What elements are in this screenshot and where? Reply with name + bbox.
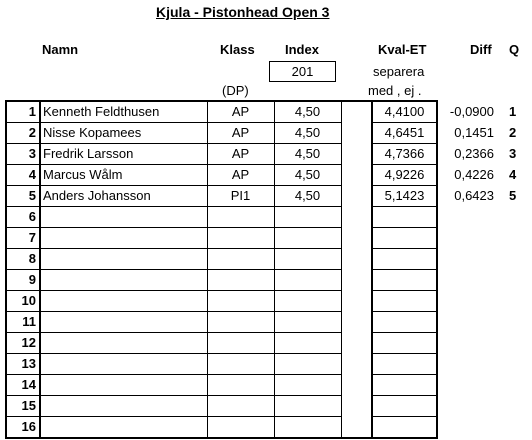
q-value: 5 (509, 188, 517, 203)
kval-cell[interactable] (372, 375, 437, 396)
table-row (6, 354, 437, 375)
header-klass: Klass (220, 42, 255, 57)
table-row (6, 123, 437, 144)
table-row (6, 249, 437, 270)
row-number[interactable]: 12 (6, 333, 40, 354)
name-cell[interactable] (40, 354, 207, 375)
klass-cell[interactable]: AP (207, 165, 274, 186)
diff-value: 0,1451 (454, 125, 494, 140)
name-cell[interactable]: Fredrik Larsson (40, 144, 207, 165)
diff-value: 0,6423 (454, 188, 494, 203)
header-diff: Diff (470, 42, 492, 57)
row-number[interactable]: 6 (6, 207, 40, 228)
index-cell[interactable] (274, 354, 341, 375)
table-row (6, 333, 437, 354)
spacer-cell (341, 228, 372, 249)
q-value: 4 (509, 167, 517, 182)
name-cell[interactable]: Anders Johansson (40, 186, 207, 207)
table-row (6, 396, 437, 417)
index-cell[interactable] (274, 396, 341, 417)
header-namn: Namn (42, 42, 79, 57)
kval-cell[interactable] (372, 228, 437, 249)
kval-cell[interactable]: 4,6451 (372, 123, 437, 144)
kval-note-line-2: med , ej . (368, 83, 422, 98)
klass-cell[interactable] (207, 333, 274, 354)
name-cell[interactable] (40, 249, 207, 270)
name-cell[interactable] (40, 270, 207, 291)
spacer-cell (341, 101, 372, 123)
table-row (6, 375, 437, 396)
table-row (6, 270, 437, 291)
klass-cell[interactable] (207, 270, 274, 291)
table-row (6, 228, 437, 249)
kval-cell[interactable] (372, 270, 437, 291)
diff-value: 0,2366 (454, 146, 494, 161)
spacer-cell (341, 144, 372, 165)
table-row (6, 144, 437, 165)
row-number[interactable]: 3 (6, 144, 40, 165)
index-cell[interactable]: 4,50 (274, 123, 341, 144)
q-value: 1 (509, 104, 517, 119)
klass-cell[interactable] (207, 354, 274, 375)
kval-cell[interactable] (372, 396, 437, 417)
klass-cell[interactable] (207, 291, 274, 312)
table-row (6, 417, 437, 439)
diff-value: -0,0900 (449, 104, 494, 119)
kval-cell[interactable] (372, 291, 437, 312)
row-number[interactable]: 10 (6, 291, 40, 312)
spacer-cell (341, 333, 372, 354)
header-kval-et: Kval-ET (378, 42, 427, 57)
header-index: Index (285, 42, 319, 57)
klass-cell[interactable] (207, 312, 274, 333)
index-cell[interactable] (274, 270, 341, 291)
index-input-cell[interactable] (269, 61, 336, 82)
kval-cell[interactable]: 4,4100 (372, 101, 437, 123)
name-cell[interactable] (40, 207, 207, 228)
spacer-cell (341, 312, 372, 333)
kval-cell[interactable] (372, 249, 437, 270)
spacer-cell (341, 396, 372, 417)
spacer-cell (341, 270, 372, 291)
table-row (6, 207, 437, 228)
kval-cell[interactable] (372, 417, 437, 439)
name-cell[interactable] (40, 396, 207, 417)
klass-cell[interactable] (207, 375, 274, 396)
klass-cell[interactable] (207, 396, 274, 417)
spacer-cell (341, 375, 372, 396)
spacer-cell (341, 165, 372, 186)
name-cell[interactable]: Marcus Wålm (40, 165, 207, 186)
name-cell[interactable] (40, 417, 207, 439)
klass-cell[interactable] (207, 417, 274, 439)
kval-cell[interactable]: 5,1423 (372, 186, 437, 207)
kval-cell[interactable]: 4,7366 (372, 144, 437, 165)
name-cell[interactable] (40, 291, 207, 312)
table-row (6, 186, 437, 207)
kval-cell[interactable]: 4,9226 (372, 165, 437, 186)
sheet-title: Kjula - Pistonhead Open 3 (156, 4, 330, 20)
table-row (6, 165, 437, 186)
index-cell[interactable]: 4,50 (274, 144, 341, 165)
row-number[interactable]: 15 (6, 396, 40, 417)
row-number[interactable]: 8 (6, 249, 40, 270)
index-cell[interactable] (274, 207, 341, 228)
name-cell[interactable]: Nisse Kopamees (40, 123, 207, 144)
header-q: Q (509, 42, 520, 57)
row-number[interactable]: 9 (6, 270, 40, 291)
index-cell[interactable] (274, 312, 341, 333)
row-number[interactable]: 7 (6, 228, 40, 249)
kval-cell[interactable] (372, 312, 437, 333)
klass-cell[interactable] (207, 249, 274, 270)
klass-cell[interactable] (207, 207, 274, 228)
index-cell[interactable] (274, 291, 341, 312)
q-value: 2 (509, 125, 517, 140)
kval-cell[interactable] (372, 354, 437, 375)
klass-cell[interactable] (207, 228, 274, 249)
row-number[interactable]: 4 (6, 165, 40, 186)
klass-cell[interactable]: AP (207, 123, 274, 144)
results-table (5, 100, 438, 439)
name-cell[interactable] (40, 228, 207, 249)
row-number[interactable]: 13 (6, 354, 40, 375)
diff-value: 0,4226 (454, 167, 494, 182)
spacer-cell (341, 417, 372, 439)
name-cell[interactable] (40, 312, 207, 333)
kval-cell[interactable] (372, 207, 437, 228)
klass-cell[interactable]: PI1 (207, 186, 274, 207)
row-number[interactable]: 14 (6, 375, 40, 396)
kval-cell[interactable] (372, 333, 437, 354)
index-cell[interactable]: 4,50 (274, 165, 341, 186)
index-value: 201 (291, 64, 314, 79)
row-number[interactable]: 2 (6, 123, 40, 144)
index-cell[interactable]: 4,50 (274, 101, 341, 123)
index-cell[interactable] (274, 417, 341, 439)
spacer-cell (341, 354, 372, 375)
spacer-cell (341, 186, 372, 207)
name-cell[interactable] (40, 375, 207, 396)
spacer-cell (341, 249, 372, 270)
name-cell[interactable] (40, 333, 207, 354)
row-number[interactable]: 16 (6, 417, 40, 439)
index-cell[interactable] (274, 228, 341, 249)
kval-note-line-1: separera (373, 64, 425, 79)
spacer-cell (341, 123, 372, 144)
spacer-cell (341, 207, 372, 228)
name-cell[interactable]: Kenneth Feldthusen (40, 101, 207, 123)
klass-cell[interactable]: AP (207, 101, 274, 123)
row-number[interactable]: 5 (6, 186, 40, 207)
q-value: 3 (509, 146, 517, 161)
row-number[interactable]: 1 (6, 101, 40, 123)
index-cell[interactable] (274, 249, 341, 270)
row-number[interactable]: 11 (6, 312, 40, 333)
table-row (6, 101, 437, 123)
spacer-cell (341, 291, 372, 312)
index-cell[interactable] (274, 375, 341, 396)
table-row (6, 291, 437, 312)
index-cell[interactable]: 4,50 (274, 186, 341, 207)
klass-cell[interactable]: AP (207, 144, 274, 165)
klass-note: (DP) (222, 83, 249, 98)
index-cell[interactable] (274, 333, 341, 354)
table-row (6, 312, 437, 333)
